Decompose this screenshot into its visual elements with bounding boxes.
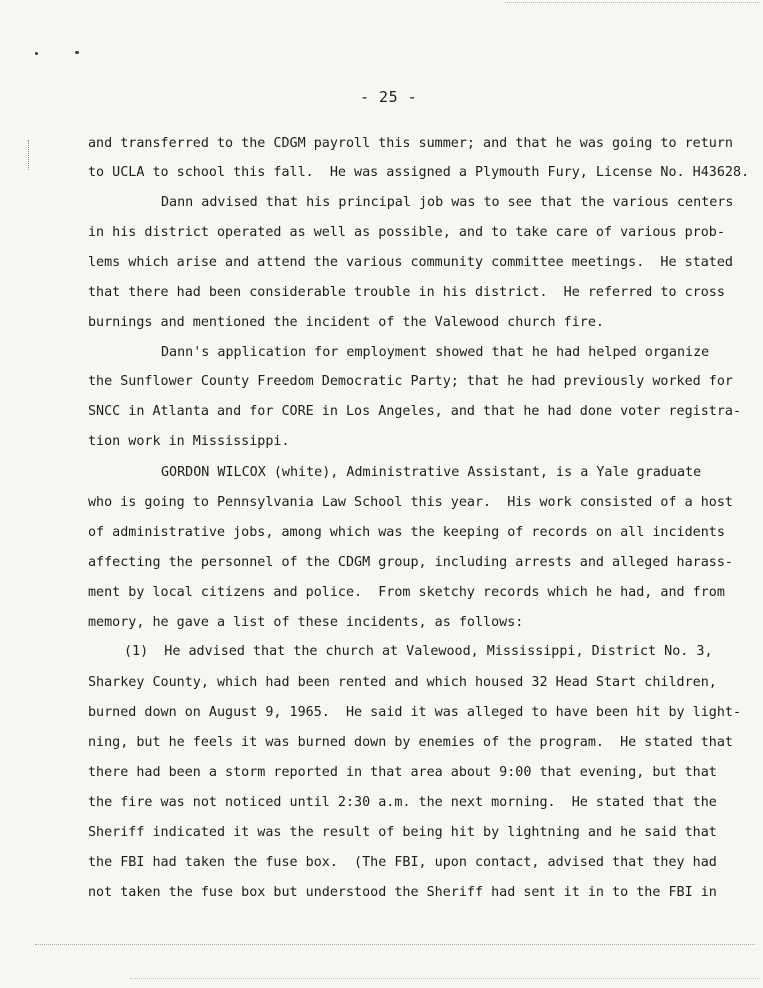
text-line: tion work in Mississippi. (88, 434, 290, 449)
text-line: SNCC in Atlanta and for CORE in Los Angeles, and that he had done voter registra- (88, 404, 742, 419)
text-line: Dann advised that his principal job was to see that the various centers (161, 195, 734, 210)
text-line: the fire was not noticed until 2:30 a.m. the next morning. He stated that the (88, 795, 717, 810)
text-line: Sharkey County, which had been rented and which housed 32 Head Start children, (88, 675, 717, 690)
text-line: of administrative jobs, among which was the keeping of records on all incidents (88, 525, 725, 540)
text-line: burned down on August 9, 1965. He said it was alleged to have been hit by light- (88, 705, 742, 720)
page-number: - 25 - (360, 88, 418, 106)
scan-artifact-top (505, 2, 760, 5)
text-line: ning, but he feels it was burned down by enemies of the program. He stated that (88, 735, 733, 750)
margin-mark (28, 140, 31, 170)
text-line: to UCLA to school this fall. He was assigned a Plymouth Fury, License No. H43628. (88, 165, 750, 180)
scan-artifact-bottom (35, 944, 755, 947)
scan-artifact-bottom (130, 978, 760, 981)
text-line: lems which arise and attend the various community committee meetings. He stated (88, 255, 733, 270)
text-line: memory, he gave a list of these incidents, as follows: (88, 615, 524, 630)
text-line: that there had been considerable trouble in his district. He referred to cross (88, 285, 725, 300)
text-line: the FBI had taken the fuse box. (The FBI, upon contact, advised that they had (88, 855, 717, 870)
text-line: Sheriff indicated it was the result of being hit by lightning and he said that (88, 825, 717, 840)
text-line: there had been a storm reported in that area about 9:00 that evening, but that (88, 765, 717, 780)
scan-speck (75, 51, 79, 54)
text-line: Dann's application for employment showed that he had helped organize (161, 345, 710, 360)
text-line: ment by local citizens and police. From sketchy records which he had, and from (88, 585, 725, 600)
text-line: and transferred to the CDGM payroll this summer; and that he was going to return (88, 136, 733, 151)
scan-speck (35, 52, 38, 55)
text-line: GORDON WILCOX (white), Administrative Assistant, is a Yale graduate (161, 465, 702, 480)
text-line: in his district operated as well as possible, and to take care of various prob- (88, 225, 725, 240)
text-line: affecting the personnel of the CDGM group, including arrests and alleged harass- (88, 555, 733, 570)
text-line: (1) He advised that the church at Valewood, Mississippi, District No. 3, (124, 644, 713, 659)
text-line: the Sunflower County Freedom Democratic Party; that he had previously worked for (88, 374, 733, 389)
text-line: burnings and mentioned the incident of the Valewood church fire. (88, 315, 604, 330)
text-line: not taken the fuse box but understood the Sheriff had sent it in to the FBI in (88, 885, 717, 900)
text-line: who is going to Pennsylvania Law School this year. His work consisted of a host (88, 495, 733, 510)
